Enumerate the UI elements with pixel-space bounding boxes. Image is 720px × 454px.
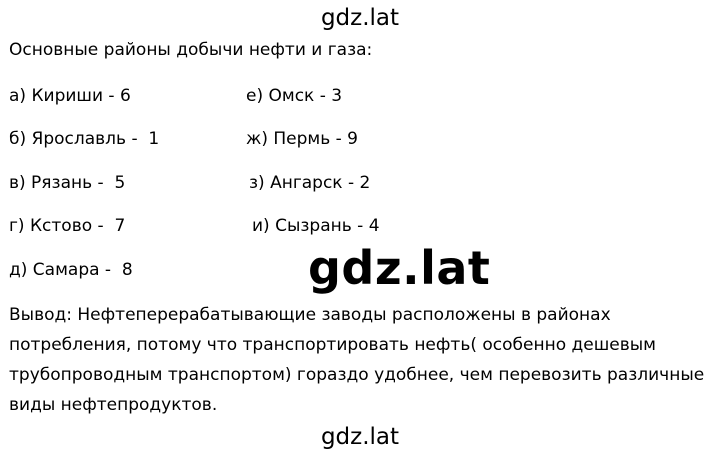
list-item-i: и) Сызрань - 4	[252, 216, 380, 236]
watermark-center: gdz.lat	[308, 241, 491, 295]
conclusion-line: потребления, потому что транспортировать нефть( особенно дешевым	[9, 335, 657, 355]
list-item-g: г) Кстово - 7	[9, 216, 126, 236]
list-item-e: е) Омск - 3	[246, 86, 343, 106]
conclusion-line: виды нефтепродуктов.	[9, 395, 218, 415]
conclusion-line: трубопроводным транспортом) гораздо удобнее, чем перевозить различные	[9, 365, 705, 385]
list-item-z: з) Ангарск - 2	[249, 173, 371, 193]
watermark-bottom: gdz.lat	[320, 424, 400, 450]
section-heading: Основные районы добычи нефти и газа:	[9, 40, 373, 60]
watermark-top: gdz.lat	[320, 5, 400, 31]
conclusion-paragraph	[9, 300, 714, 420]
list-item-zh: ж) Пермь - 9	[246, 129, 358, 149]
list-item-a: а) Кириши - 6	[9, 86, 131, 106]
conclusion-line: Вывод: Нефтеперерабатывающие заводы расположены в районах	[9, 305, 611, 325]
list-item-d: д) Самара - 8	[9, 260, 133, 280]
list-item-v: в) Рязань - 5	[9, 173, 126, 193]
list-item-b: б) Ярославль - 1	[9, 129, 160, 149]
